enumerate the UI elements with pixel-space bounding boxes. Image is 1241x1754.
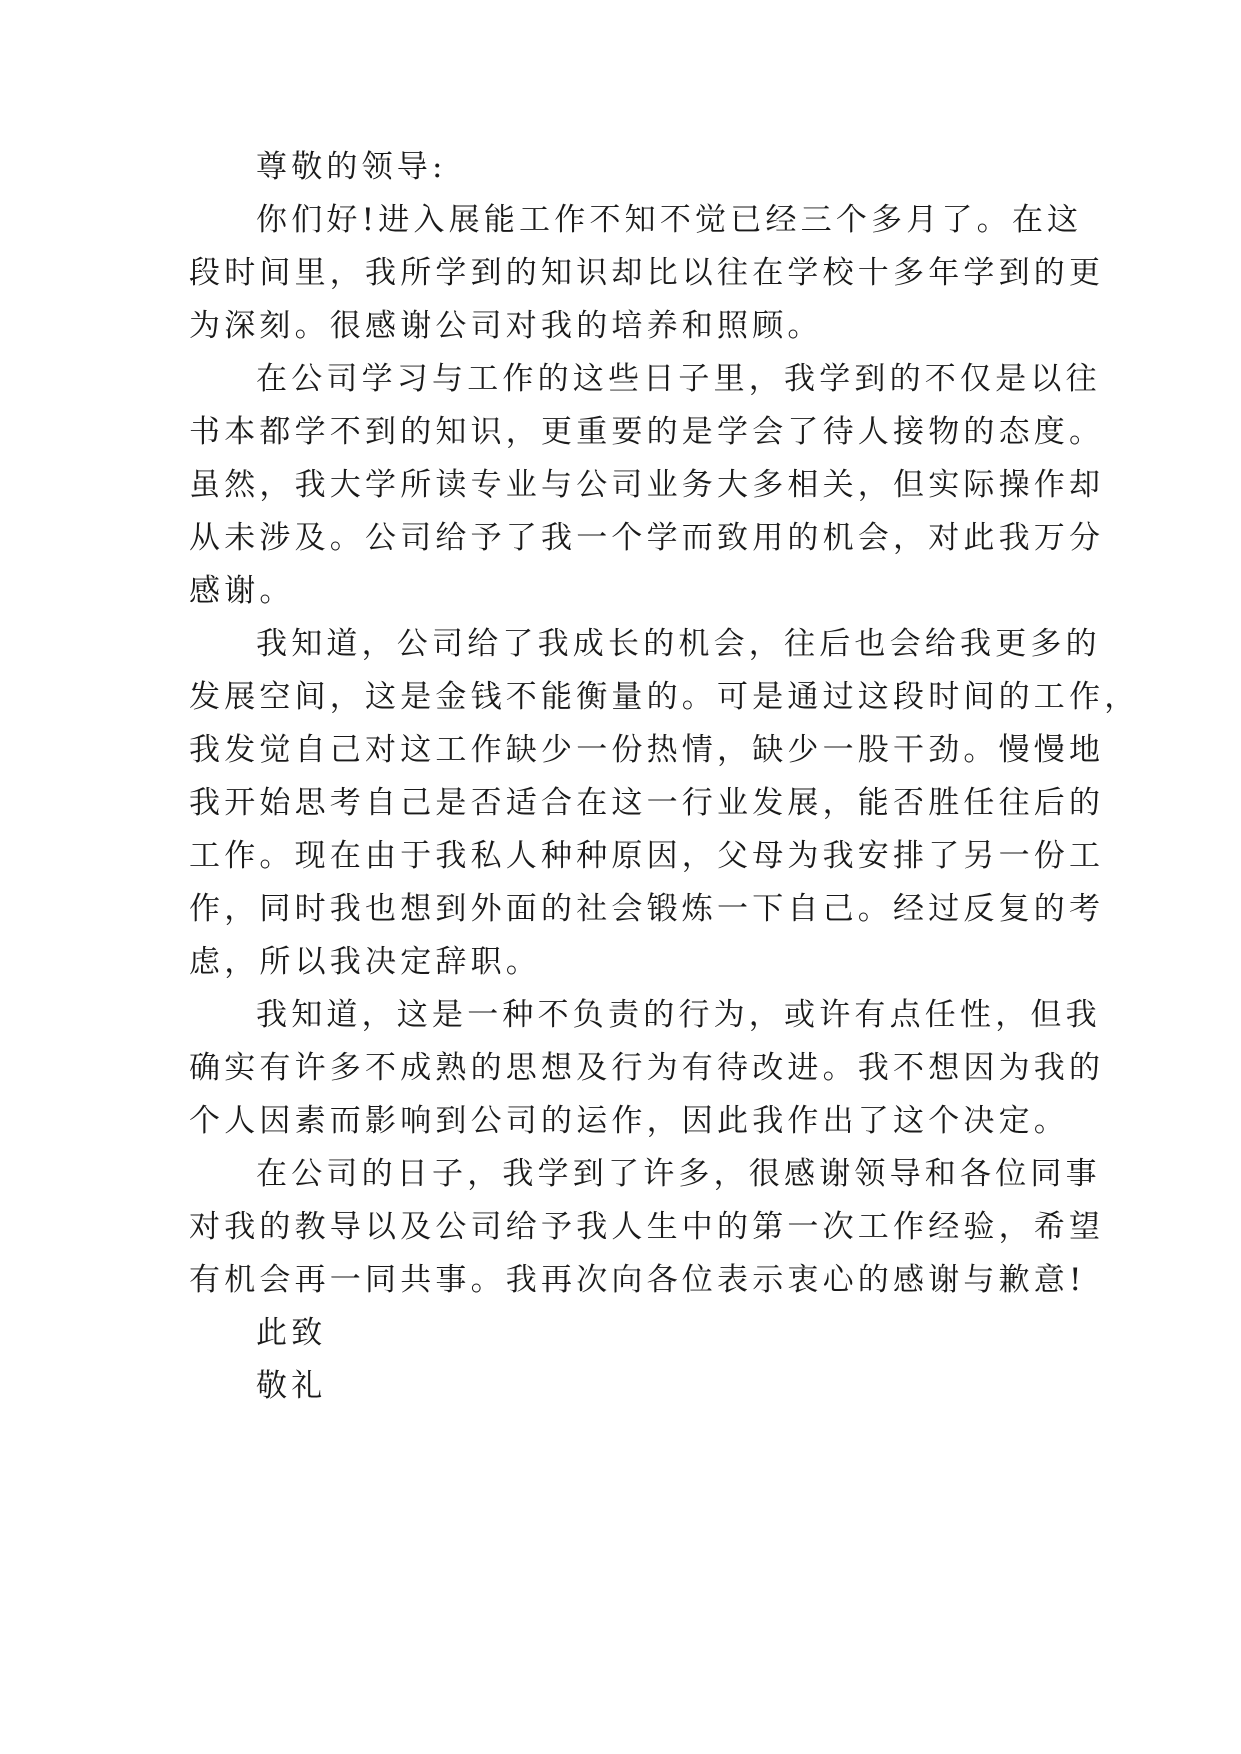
- paragraph-3-line-3: 我发觉自己对这工作缺少一份热情，缺少一股干劲。慢慢地: [189, 732, 1105, 768]
- paragraph-2-line-5: 感谢。: [189, 573, 295, 609]
- paragraph-1-line-3: 为深刻。很感谢公司对我的培养和照顾。: [189, 308, 823, 344]
- closing-jing-li: 敬礼: [256, 1368, 327, 1404]
- paragraph-5-line-2: 对我的教导以及公司给予我人生中的第一次工作经验，希望: [189, 1209, 1105, 1245]
- closing-ci-zhi: 此致: [256, 1315, 327, 1351]
- paragraph-4-line-1: 我知道，这是一种不负责的行为，或许有点任性，但我: [256, 997, 1101, 1033]
- paragraph-3-line-5: 工作。现在由于我私人种种原因，父母为我安排了另一份工: [189, 838, 1105, 874]
- paragraph-3-line-4: 我开始思考自己是否适合在这一行业发展，能否胜任往后的: [189, 785, 1105, 821]
- salutation: 尊敬的领导:: [256, 149, 447, 185]
- paragraph-3-line-1: 我知道，公司给了我成长的机会，往后也会给我更多的: [256, 626, 1101, 662]
- paragraph-2-line-1: 在公司学习与工作的这些日子里，我学到的不仅是以往: [256, 361, 1101, 397]
- paragraph-4-line-2: 确实有许多不成熟的思想及行为有待改进。我不想因为我的: [189, 1050, 1105, 1086]
- paragraph-3-line-6: 作，同时我也想到外面的社会锻炼一下自己。经过反复的考: [189, 891, 1105, 927]
- paragraph-1-line-2: 段时间里，我所学到的知识却比以往在学校十多年学到的更: [189, 255, 1105, 291]
- paragraph-3-line-2: 发展空间，这是金钱不能衡量的。可是通过这段时间的工作，: [189, 679, 1140, 715]
- paragraph-1-line-1: 你们好!进入展能工作不知不觉已经三个多月了。在这: [256, 202, 1083, 238]
- paragraph-2-line-4: 从未涉及。公司给予了我一个学而致用的机会，对此我万分: [189, 520, 1105, 556]
- paragraph-5-line-3: 有机会再一同共事。我再次向各位表示衷心的感谢与歉意!: [189, 1262, 1086, 1298]
- paragraph-2-line-3: 虽然，我大学所读专业与公司业务大多相关，但实际操作却: [189, 467, 1105, 503]
- paragraph-5-line-1: 在公司的日子，我学到了许多，很感谢领导和各位同事: [256, 1156, 1101, 1192]
- paragraph-2-line-2: 书本都学不到的知识，更重要的是学会了待人接物的态度。: [189, 414, 1105, 450]
- paragraph-3-line-7: 虑，所以我决定辞职。: [189, 944, 541, 980]
- paragraph-4-line-3: 个人因素而影响到公司的运作，因此我作出了这个决定。: [189, 1103, 1069, 1139]
